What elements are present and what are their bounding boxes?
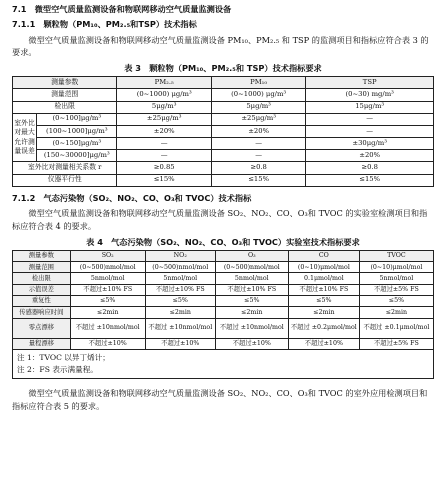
table-header-cell: SO₂ [70, 250, 145, 261]
table-cell: 室外比对最大允许测量误差 [13, 113, 37, 162]
table-cell: 检出限 [13, 101, 117, 113]
paragraph-gaseous: 微型空气质量监测设备和物联网移动空气质量监测设备 SO₂、NO₂、CO、O₃和 TVOC 的实验室检测项目和指标应符合表 4 的要求。 [12, 208, 428, 231]
table-cell: ≤2min [145, 307, 215, 318]
table-row [13, 284, 434, 295]
table-row [13, 125, 434, 137]
table-cell: 15μg/m³ [306, 101, 434, 113]
table-cell: 不超过 ±10nmol/mol [215, 318, 288, 338]
table-row [13, 273, 434, 284]
table-cell: ≤15% [117, 174, 211, 186]
table-cell: ≤5% [288, 295, 359, 306]
table-row [13, 150, 434, 162]
table-cell: ±20% [211, 125, 305, 137]
subsection-heading-particulate: 7.1.1 颗粒物（PM₁₀、PM₂.₅和TSP）技术指标 [12, 19, 197, 30]
table-header-cell: PM₁₀ [211, 77, 305, 89]
subsection-heading-gaseous: 7.1.2 气态污染物（SO₂、NO₂、CO、O₃和 TVOC）技术指标 [12, 192, 252, 203]
table-cell: — [117, 150, 211, 162]
table-cell: ≤2min [288, 307, 359, 318]
table-cell: ≤2min [359, 307, 433, 318]
table-cell: 5nmol/mol [359, 273, 433, 284]
table-cell: 不超过±10% [70, 338, 145, 349]
table-cell: ≥0.8 [306, 162, 434, 174]
table-row [13, 295, 434, 306]
table-cell: ±30μg/m³ [306, 138, 434, 150]
section-heading: 7.1 微型空气质量监测设备和物联网移动空气质量监测设备 [12, 4, 232, 14]
table-cell: 测量范围 [13, 89, 117, 101]
table4 [12, 250, 434, 379]
table-cell: (0~150]μg/m³ [37, 138, 117, 150]
table-cell: 5nmol/mol [70, 273, 145, 284]
table3-caption: 表 3 颗粒物（PM₁₀、PM₂.₅和 TSP）技术指标要求 [124, 62, 322, 73]
table-cell: 不超过±10% FS [70, 284, 145, 295]
table-row [13, 138, 434, 150]
table-cell: 5nmol/mol [145, 273, 215, 284]
table-cell: (0~10)μmol/mol [288, 262, 359, 273]
table-cell: (0~1000) μg/m³ [211, 89, 305, 101]
table-cell: 不超过 ±0.2μmol/mol [288, 318, 359, 338]
table-cell: 重复性 [13, 295, 71, 306]
table4-note-2: 注 2：FS 表示满量程。 [17, 364, 98, 374]
table-cell: 传感器响应时间 [13, 307, 71, 318]
table-cell: 检出限 [13, 273, 71, 284]
table-cell: — [306, 113, 434, 125]
table-cell: 5μg/m³ [211, 101, 305, 113]
table-cell: 5μg/m³ [117, 101, 211, 113]
table-cell: (0~500)nmol/mol [70, 262, 145, 273]
table-cell: 不超过 ±10nmol/mol [70, 318, 145, 338]
table-header-cell: CO [288, 250, 359, 261]
table-cell: 不超过 ±0.1μmol/mol [359, 318, 433, 338]
table-cell: ≤5% [359, 295, 433, 306]
table-cell: 0.1μmol/mol [288, 273, 359, 284]
table4-notes-row [13, 349, 434, 378]
table-cell: 示值误差 [13, 284, 71, 295]
table-cell: 室外比对测量相关系数 r [13, 162, 117, 174]
table-cell: (150~30000]μg/m³ [37, 150, 117, 162]
table-header-cell: TVOC [359, 250, 433, 261]
table-header-cell: NO₂ [145, 250, 215, 261]
table-cell: (0~100]μg/m³ [37, 113, 117, 125]
table-cell: (0~10)μmol/mol [359, 262, 433, 273]
table-cell: ≤2min [215, 307, 288, 318]
table4-header-row [13, 250, 434, 261]
table-cell: 零点漂移 [13, 318, 71, 338]
table-cell: ±25μg/m³ [117, 113, 211, 125]
table-cell: 不超过±10% FS [288, 284, 359, 295]
table-cell: 不超过±10% [288, 338, 359, 349]
table-header-cell: TSP [306, 77, 434, 89]
table-cell: — [306, 125, 434, 137]
table-row [13, 307, 434, 318]
table-cell: ±25μg/m³ [211, 113, 305, 125]
table-header-cell: PM₂.₅ [117, 77, 211, 89]
table4-note-1: 注 1：TVOC 以异丁烯计； [17, 352, 110, 362]
table3 [12, 76, 434, 187]
table-cell: 不超过±10% [145, 338, 215, 349]
table-cell: — [211, 138, 305, 150]
table-cell: ≥0.8 [211, 162, 305, 174]
table-cell: 不超过±5% FS [359, 284, 433, 295]
table-row [13, 174, 434, 186]
table-cell: ≤15% [211, 174, 305, 186]
table-cell: ≤5% [145, 295, 215, 306]
table-cell: (0~30) mg/m³ [306, 89, 434, 101]
table-row [13, 162, 434, 174]
table-cell: ≤5% [70, 295, 145, 306]
table-cell: ≥0.85 [117, 162, 211, 174]
paragraph-closing: 微型空气质量监测设备和物联网移动空气质量监测设备 SO₂、NO₂、CO、O₃和 TVOC 的室外应用检测项目和指标应符合表 5 的要求。 [12, 388, 428, 411]
table-cell: 不超过 ±10nmol/mol [145, 318, 215, 338]
table4-notes-cell [13, 349, 434, 378]
table-row [13, 318, 434, 338]
table-cell: ≤2min [70, 307, 145, 318]
table-row [13, 338, 434, 349]
table4-caption: 表 4 气态污染物（SO₂、NO₂、CO、O₃和 TVOC）实验室技术指标要求 [86, 236, 360, 247]
table-cell: 量程漂移 [13, 338, 71, 349]
table-cell: 不超过±10% FS [215, 284, 288, 295]
table-cell: ≤15% [306, 174, 434, 186]
table-row [13, 101, 434, 113]
table-cell: 不超过±5% FS [359, 338, 433, 349]
table-row [13, 113, 434, 125]
table-cell: ≤5% [215, 295, 288, 306]
table-cell: 仪器平行性 [13, 174, 117, 186]
table-header-cell: O₃ [215, 250, 288, 261]
table-cell: ±20% [117, 125, 211, 137]
table3-header-row [13, 77, 434, 89]
table-row [13, 89, 434, 101]
table-cell: — [117, 138, 211, 150]
table-cell: (0~500)nmol/mol [145, 262, 215, 273]
paragraph-particulate: 微型空气质量监测设备和物联网移动空气质量监测设备 PM₁₀、PM₂.₅ 和 TSP 的监测项目和指标应符合表 3 的要求。 [12, 34, 429, 58]
table-cell: 不超过±10% FS [145, 284, 215, 295]
table-header-cell: 测量参数 [13, 77, 117, 89]
table-cell: (100~1000]μg/m³ [37, 125, 117, 137]
table-cell: 测量范围 [13, 262, 71, 273]
table-cell: (0~500)nmol/mol [215, 262, 288, 273]
table-header-cell: 测量参数 [13, 250, 71, 261]
table-cell: (0~1000) μg/m³ [117, 89, 211, 101]
table-cell: 不超过±10% [215, 338, 288, 349]
table-cell: — [211, 150, 305, 162]
table-cell: 5nmol/mol [215, 273, 288, 284]
table-row [13, 262, 434, 273]
table-cell: ±20% [306, 150, 434, 162]
